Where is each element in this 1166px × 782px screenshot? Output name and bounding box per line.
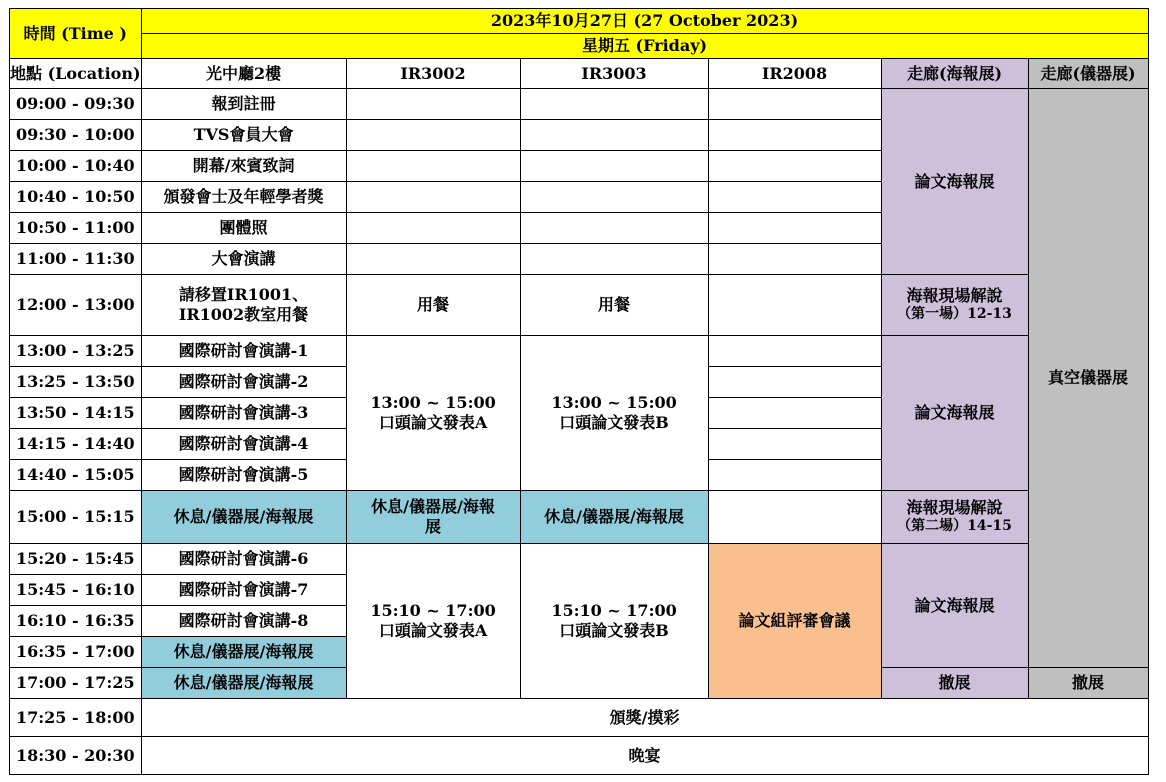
location-label: 地點 (Location) [10,59,142,89]
session-time: 15:10 ~ 17:00 [551,601,677,620]
time-slot: 11:00 - 11:30 [10,244,142,275]
main-hall-event-line: IR1002教室用餐 [178,305,309,324]
awards-raffle: 頒獎/摸彩 [141,699,1148,737]
time-slot: 10:50 - 11:00 [10,213,142,244]
session-time: 13:00 ~ 15:00 [370,393,496,412]
main-hall-event: TVS會員大會 [141,120,346,151]
ir2008-empty [708,491,881,544]
time-slot: 09:00 - 09:30 [10,89,142,120]
main-hall-event: 國際研討會演講-7 [141,575,346,606]
instrument-teardown: 撤展 [1028,668,1148,699]
ir3002-session-2 [346,544,520,699]
main-hall-event: 團體照 [141,213,346,244]
main-hall-event: 報到註冊 [141,89,346,120]
main-hall-event: 國際研討會演講-4 [141,429,346,460]
instrument-exhibit: 真空儀器展 [1028,89,1148,668]
ir2008-empty [708,182,881,213]
poster-explain-2 [881,491,1028,544]
poster-explain-title: 海報現場解說 [906,498,1003,518]
time-slot: 09:30 - 10:00 [10,120,142,151]
main-hall-break: 休息/儀器展/海報展 [141,637,346,668]
main-hall-event: 國際研討會演講-1 [141,336,346,367]
ir3003-empty [520,213,708,244]
main-hall-event-line: 請移置IR1001、 [178,285,309,304]
main-hall-event: 開幕/來賓致詞 [141,151,346,182]
time-slot: 16:35 - 17:00 [10,637,142,668]
session-title: 口頭論文發表A [378,621,488,640]
location-main-hall: 光中廳2樓 [141,59,346,89]
time-slot: 13:00 - 13:25 [10,336,142,367]
main-hall-lunch-relocation [141,275,346,336]
time-slot: 16:10 - 16:35 [10,606,142,637]
time-slot: 14:40 - 15:05 [10,460,142,491]
poster-session-2: 論文海報展 [881,336,1028,491]
time-slot: 12:00 - 13:00 [10,275,142,336]
poster-explain-detail: （第二場）14-15 [897,518,1012,535]
session-time: 15:10 ~ 17:00 [370,601,496,620]
ir2008-empty [708,244,881,275]
time-slot: 17:25 - 18:00 [10,699,142,737]
ir3003-empty [520,151,708,182]
main-hall-break: 休息/儀器展/海報展 [141,491,346,544]
ir2008-empty [708,460,881,491]
time-slot: 14:15 - 14:40 [10,429,142,460]
session-title: 口頭論文發表B [559,621,669,640]
ir3002-empty [346,120,520,151]
main-hall-event: 頒發會士及年輕學者獎 [141,182,346,213]
time-slot: 17:00 - 17:25 [10,668,142,699]
ir3003-lunch: 用餐 [520,275,708,336]
time-slot: 18:30 - 20:30 [10,737,142,775]
time-slot: 13:25 - 13:50 [10,367,142,398]
time-slot: 15:45 - 16:10 [10,575,142,606]
session-title: 口頭論文發表B [559,413,669,432]
ir2008-empty [708,213,881,244]
poster-explain-1 [881,275,1028,336]
break-line: 休息/儀器展/海報 [371,497,495,516]
location-corridor-poster: 走廊(海報展) [881,59,1028,89]
ir2008-empty [708,398,881,429]
location-corridor-instrument: 走廊(儀器展) [1028,59,1148,89]
poster-session-3: 論文海報展 [881,544,1028,668]
time-slot: 10:40 - 10:50 [10,182,142,213]
ir3003-empty [520,89,708,120]
day-header: 星期五 (Friday) [141,34,1148,59]
ir2008-empty [708,89,881,120]
main-hall-event: 國際研討會演講-6 [141,544,346,575]
schedule-table [9,8,1149,775]
ir3002-break [346,491,520,544]
poster-session-1: 論文海報展 [881,89,1028,275]
poster-explain-title: 海報現場解說 [906,286,1003,306]
time-slot: 13:50 - 14:15 [10,398,142,429]
main-hall-event: 國際研討會演講-2 [141,367,346,398]
ir3003-empty [520,182,708,213]
main-hall-break: 休息/儀器展/海報展 [141,668,346,699]
main-hall-event: 國際研討會演講-5 [141,460,346,491]
ir3002-empty [346,182,520,213]
date-header: 2023年10月27日 (27 October 2023) [141,9,1148,34]
main-hall-event: 大會演講 [141,244,346,275]
poster-teardown: 撤展 [881,668,1028,699]
main-hall-event: 國際研討會演講-3 [141,398,346,429]
ir3003-break: 休息/儀器展/海報展 [520,491,708,544]
ir2008-empty [708,151,881,182]
session-time: 13:00 ~ 15:00 [551,393,677,412]
ir3002-empty [346,89,520,120]
ir3002-session-1 [346,336,520,491]
break-line: 展 [425,517,442,536]
poster-explain-detail: （第一場）12-13 [897,306,1012,323]
ir3003-session-1 [520,336,708,491]
ir3002-empty [346,244,520,275]
time-slot: 15:00 - 15:15 [10,491,142,544]
ir3003-session-2 [520,544,708,699]
ir2008-empty [708,336,881,367]
location-ir2008: IR2008 [708,59,881,89]
ir2008-empty [708,429,881,460]
ir2008-review-meeting: 論文組評審會議 [708,544,881,699]
ir2008-empty [708,275,881,336]
location-ir3002: IR3002 [346,59,520,89]
ir3002-lunch: 用餐 [346,275,520,336]
session-title: 口頭論文發表A [378,413,488,432]
banquet: 晚宴 [141,737,1148,775]
ir3003-empty [520,120,708,151]
time-slot: 15:20 - 15:45 [10,544,142,575]
ir3002-empty [346,151,520,182]
main-hall-event: 國際研討會演講-8 [141,606,346,637]
ir3002-empty [346,213,520,244]
time-slot: 10:00 - 10:40 [10,151,142,182]
ir2008-empty [708,120,881,151]
ir3003-empty [520,244,708,275]
ir2008-empty [708,367,881,398]
time-header: 時間 (Time ) [10,9,142,59]
location-ir3003: IR3003 [520,59,708,89]
